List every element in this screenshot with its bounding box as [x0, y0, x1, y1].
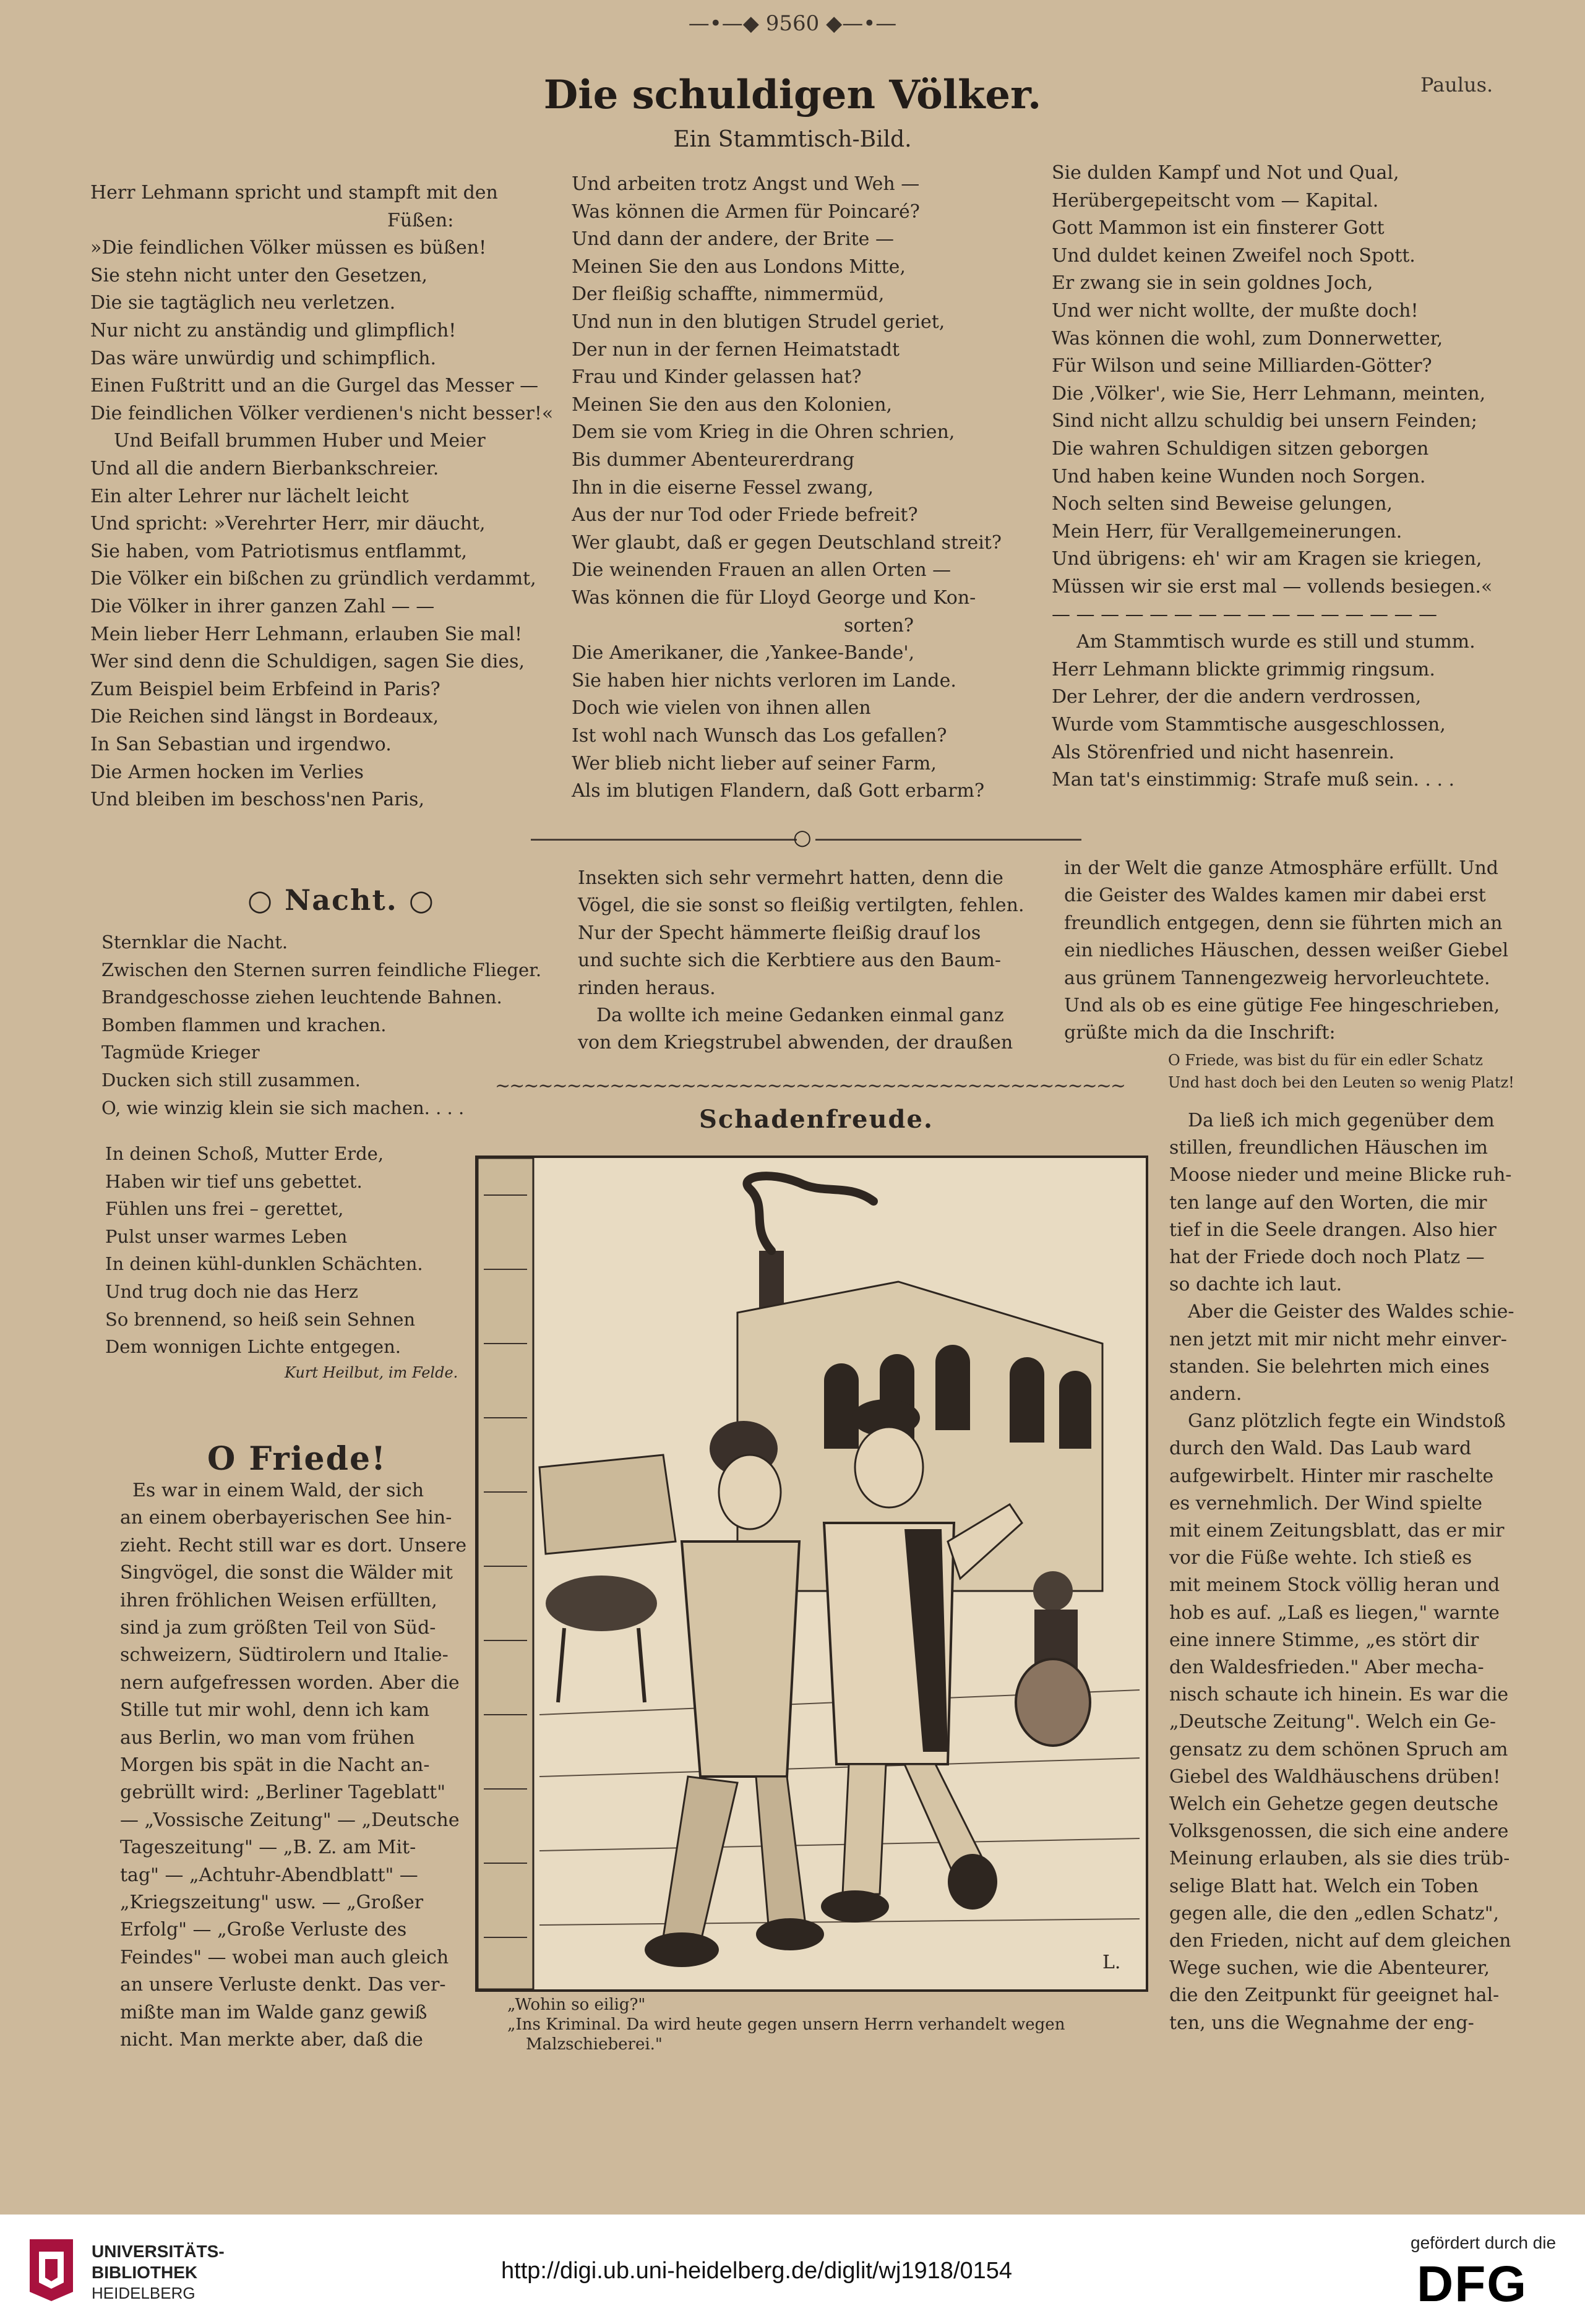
cartoon-title: Schadenfreude. — [699, 1105, 934, 1134]
text-line: Stille tut mir wohl, denn ich kam — [120, 1699, 430, 1722]
text-line: Er zwang sie in sein goldnes Joch, — [1052, 272, 1373, 294]
text-line: nicht. Man merkte aber, daß die — [120, 2029, 423, 2051]
text-line: Und arbeiten trotz Angst und Weh — — [572, 173, 920, 195]
library-name-3: HEIDELBERG — [92, 2284, 195, 2302]
text-line: Und spricht: »Verehrter Herr, mir däucht, — [90, 513, 486, 535]
text-line: in der Welt die ganze Atmosphäre erfüllt. Und — [1064, 857, 1498, 879]
text-line: Zum Beispiel beim Erbfeind in Paris? — [90, 678, 440, 700]
section-divider-right — [815, 839, 1081, 841]
text-line: Sie dulden Kampf und Not und Qual, — [1052, 162, 1399, 184]
text-line: Und hast doch bei den Leuten so wenig Platz! — [1168, 1074, 1514, 1091]
text-line: Und nun in den blutigen Strudel geriet, — [572, 311, 945, 333]
author-name: Paulus. — [1420, 73, 1493, 96]
text-line: Aber die Geister des Waldes schie- — [1188, 1301, 1514, 1323]
text-line: standen. Sie belehrten mich eines — [1169, 1355, 1490, 1378]
text-line: Was können die für Lloyd George und Kon- — [572, 587, 976, 609]
text-line: Insekten sich sehr vermehrt hatten, denn die — [578, 867, 1003, 889]
text-line: an einem oberbayerischen See hin- — [120, 1507, 452, 1529]
text-line: Einen Fußtritt und an die Gurgel das Messer — — [90, 375, 539, 397]
text-line: sind ja zum größten Teil von Süd- — [120, 1617, 436, 1639]
text-line: Mein lieber Herr Lehmann, erlauben Sie mal! — [90, 623, 523, 645]
text-line: Aus der nur Tod oder Friede befreit? — [572, 504, 918, 526]
text-line: Herr Lehmann spricht und stampft mit den — [90, 182, 498, 204]
text-line: Ein alter Lehrer nur lächelt leicht — [90, 485, 409, 507]
text-line: — — — — — — — — — — — — — — — — — [1052, 603, 1438, 625]
text-line: »Die feindlichen Völker müssen es büßen! — [90, 237, 487, 259]
text-line: Dem sie vom Krieg in die Ohren schrien, — [572, 421, 955, 444]
text-line: In deinen kühl-dunklen Schächten. — [105, 1253, 423, 1275]
text-line: Und Beifall brummen Huber und Meier — [114, 430, 486, 452]
text-line: Fühlen uns frei – gerettet, — [105, 1198, 344, 1220]
page-number: —•—◆ 9560 ◆—•— — [688, 11, 897, 36]
text-line: den Frieden, nicht auf dem gleichen — [1169, 1930, 1511, 1952]
text-line: Und bleiben im beschoss'nen Paris, — [90, 789, 424, 811]
library-logo-icon — [24, 2233, 79, 2302]
text-line: Feindes" — wobei man auch gleich — [120, 1946, 449, 1968]
text-line: Sie haben hier nichts verloren im Lande. — [572, 669, 956, 692]
text-line: gensatz zu dem schönen Spruch am — [1169, 1738, 1508, 1760]
text-line: Brandgeschosse ziehen leuchtende Bahnen. — [101, 987, 502, 1008]
library-name-2: BIBLIOTHEK — [92, 2263, 198, 2282]
text-line: stillen, freundlichen Häuschen im — [1169, 1137, 1488, 1159]
text-line: In deinen Schoß, Mutter Erde, — [105, 1143, 384, 1164]
text-line: Als im blutigen Flandern, daß Gott erbarm? — [572, 780, 985, 802]
text-line: die den Zeitpunkt für geeignet hal- — [1169, 1984, 1500, 2007]
text-line: Die feindlichen Völker verdienen's nicht besser!« — [90, 402, 554, 424]
text-line: Und all die andern Bierbankschreier. — [90, 458, 439, 479]
text-line: Giebel des Waldhäuschens drüben! — [1169, 1765, 1501, 1788]
text-line: Und trug doch nie das Herz — [105, 1281, 358, 1302]
text-line: Meinung erlauben, als sie dies trüb- — [1169, 1848, 1510, 1870]
text-line: Pulst unser warmes Leben — [105, 1225, 348, 1247]
text-line: Sternklar die Nacht. — [101, 932, 288, 953]
text-line: Man tat's einstimmig: Strafe muß sein. . . . — [1052, 769, 1455, 791]
text-line: selige Blatt hat. Welch ein Toben — [1169, 1875, 1479, 1897]
text-line: nisch schaute ich hinein. Es war die — [1169, 1684, 1509, 1706]
wavy-divider: ∼∼∼∼∼∼∼∼∼∼∼∼∼∼∼∼∼∼∼∼∼∼∼∼∼∼∼∼∼∼∼∼∼∼∼∼∼∼∼∼∼∼∼∼ — [495, 1075, 1125, 1097]
text-line: In San Sebastian und irgendwo. — [90, 734, 392, 755]
text-line: Wurde vom Stammtische ausgeschlossen, — [1052, 714, 1446, 735]
text-line: an unsere Verluste denkt. Das ver- — [120, 1974, 446, 1996]
friede-title: O Friede! — [207, 1440, 387, 1478]
text-line: Und wer nicht wollte, der mußte doch! — [1052, 300, 1419, 322]
text-line: freundlich entgegen, denn sie führten mich an — [1064, 912, 1503, 934]
text-line: Wer sind denn die Schuldigen, sagen Sie dies, — [90, 651, 525, 673]
text-line: mißte man im Walde ganz gewiß — [120, 2001, 427, 2023]
text-line: Bis dummer Abenteurerdrang — [572, 449, 855, 471]
text-line: Haben wir tief uns gebettet. — [105, 1170, 363, 1192]
text-line: tag" — „Achtuhr-Abendblatt" — — [120, 1864, 418, 1886]
text-line: Füßen: — [387, 209, 454, 231]
text-line: Vögel, die sie sonst so fleißig vertilgten, fehlen. — [578, 894, 1024, 917]
text-line: „Kriegszeitung" usw. — „Großer — [120, 1892, 424, 1913]
text-line: grüßte mich da die Inschrift: — [1064, 1022, 1336, 1044]
text-line: nen jetzt mit mir nicht mehr einver- — [1169, 1328, 1507, 1350]
text-line: Die Völker ein bißchen zu gründlich verdammt, — [90, 568, 536, 590]
text-line: Ihn in die eiserne Fessel zwang, — [572, 476, 874, 499]
text-line: den Waldesfrieden." Aber mecha- — [1169, 1657, 1484, 1678]
text-line: Müssen wir sie erst mal — vollends besiegen.« — [1052, 576, 1493, 598]
text-line: schweizern, Südtirolern und Italie- — [120, 1644, 449, 1666]
text-line: Die Reichen sind längst in Bordeaux, — [90, 706, 439, 728]
nacht-title: ○ Nacht. ○ — [247, 883, 435, 917]
dfg-logo: DFG — [1417, 2256, 1528, 2312]
text-line: Die wahren Schuldigen sitzen geborgen — [1052, 438, 1429, 460]
text-line: Die Armen hocken im Verlies — [90, 761, 364, 783]
text-line: „Ins Kriminal. Da wird heute gegen unsern Herrn verhandelt wegen — [507, 2015, 1065, 2034]
nacht-signature: Kurt Heilbut, im Felde. — [285, 1364, 458, 1381]
text-line: und suchte sich die Kerbtiere aus den Baum- — [578, 950, 1002, 972]
text-line: Der Lehrer, der die andern verdrossen, — [1052, 686, 1422, 708]
text-line: mit einem Zeitungsblatt, das er mir — [1169, 1520, 1505, 1541]
library-name-1: UNIVERSITÄTS- — [92, 2242, 225, 2261]
text-line: Erfolg" — „Große Verluste des — [120, 1919, 407, 1941]
text-line: ihren fröhlichen Weisen erfüllten, — [120, 1589, 437, 1611]
text-line: Und als ob es eine gütige Fee hingeschrieben, — [1064, 995, 1500, 1016]
text-line: Und haben keine Wunden noch Sorgen. — [1052, 465, 1426, 487]
text-line: Am Stammtisch wurde es still und stumm. — [1076, 631, 1475, 653]
text-line: Da wollte ich meine Gedanken einmal ganz — [596, 1005, 1004, 1026]
text-line: so dachte ich laut. — [1169, 1274, 1342, 1296]
article-subtitle: Ein Stammtisch-Bild. — [673, 127, 912, 152]
text-line: O, wie winzig klein sie sich machen. . . . — [101, 1097, 465, 1118]
text-line: gebrüllt wird: „Berliner Tageblatt" — [120, 1782, 446, 1804]
text-line: Die sie tagtäglich neu verletzen. — [90, 292, 396, 314]
text-line: aus Berlin, wo man vom frühen — [120, 1726, 415, 1749]
text-line: Sie haben, vom Patriotismus entflammt, — [90, 540, 468, 562]
text-line: durch den Wald. Das Laub ward — [1169, 1438, 1472, 1460]
text-line: Gott Mammon ist ein finsterer Gott — [1052, 217, 1385, 239]
text-line: Die ‚Völker', wie Sie, Herr Lehmann, meinten, — [1052, 382, 1486, 405]
text-line: es vernehmlich. Der Wind spielte — [1169, 1492, 1482, 1514]
text-line: Wer glaubt, daß er gegen Deutschland streit? — [572, 531, 1002, 554]
text-line: Der nun in der fernen Heimatstadt — [572, 338, 900, 361]
text-line: Doch wie vielen von ihnen allen — [572, 697, 871, 719]
text-line: Ist wohl nach Wunsch das Los gefallen? — [572, 725, 947, 747]
text-line: nern aufgefressen worden. Aber die — [120, 1671, 460, 1694]
text-line: Frau und Kinder gelassen hat? — [572, 366, 862, 388]
text-line: Volksgenossen, die sich eine andere — [1169, 1820, 1509, 1843]
text-line: — „Vossische Zeitung" — „Deutsche — [120, 1809, 460, 1831]
text-line: mit meinem Stock völlig heran und — [1169, 1574, 1500, 1597]
text-line: hob es auf. „Laß es liegen," warnte — [1169, 1602, 1500, 1624]
text-line: Wege suchen, wie die Abenteurer, — [1169, 1957, 1490, 1979]
text-line: Und duldet keinen Zweifel noch Spott. — [1052, 244, 1415, 267]
text-line: die Geister des Waldes kamen mir dabei erst — [1064, 885, 1486, 907]
text-line: Dem wonnigen Lichte entgegen. — [105, 1336, 401, 1358]
text-line: vor die Füße wehte. Ich stieß es — [1169, 1547, 1472, 1569]
text-line: Zwischen den Sternen surren feindliche Flieger. — [101, 959, 542, 980]
text-line: Bomben flammen und krachen. — [101, 1014, 387, 1036]
text-line: Der fleißig schaffte, nimmermüd, — [572, 283, 885, 306]
text-line: hat der Friede doch noch Platz — — [1169, 1246, 1485, 1268]
funding-note: gefördert durch die — [1411, 2233, 1557, 2252]
text-line: Und übrigens: eh' wir am Kragen sie kriegen, — [1052, 548, 1482, 570]
text-line: So brennend, so heiß sein Sehnen — [105, 1308, 416, 1330]
text-line: Da ließ ich mich gegenüber dem — [1188, 1110, 1495, 1131]
text-line: Morgen bis spät in die Nacht an- — [120, 1754, 430, 1776]
text-line: Nur nicht zu anständig und glimpflich! — [90, 320, 457, 341]
text-line: ten, uns die Wegnahme der eng- — [1169, 2012, 1474, 2034]
text-line: Herübergepeitscht vom — Kapital. — [1052, 189, 1379, 212]
text-line: Das wäre unwürdig und schimpflich. — [90, 347, 436, 369]
text-line: Meinen Sie den aus den Kolonien, — [572, 393, 893, 416]
text-line: Ganz plötzlich fegte ein Windstoß — [1188, 1410, 1506, 1433]
text-line: rinden heraus. — [578, 977, 716, 999]
text-line: ein niedliches Häuschen, dessen weißer Giebel — [1064, 940, 1509, 962]
text-line: Moose nieder und meine Blicke ruh- — [1169, 1164, 1512, 1186]
text-line: O Friede, was bist du für ein edler Schatz — [1168, 1052, 1483, 1069]
text-line: gegen alle, die den „edlen Schatz", — [1169, 1902, 1500, 1924]
text-line: eine innere Stimme, „es stört dir — [1169, 1629, 1479, 1651]
text-line: Und dann der andere, der Brite — — [572, 228, 894, 251]
text-line: Für Wilson und seine Milliarden-Götter? — [1052, 355, 1432, 377]
text-line: Tageszeitung" — „B. Z. am Mit- — [120, 1837, 416, 1859]
text-line: Ducken sich still zusammen. — [101, 1070, 361, 1091]
text-line: „Deutsche Zeitung". Welch ein Ge- — [1169, 1711, 1496, 1733]
text-line: ten lange auf den Worten, die mir — [1169, 1191, 1487, 1214]
text-line: Meinen Sie den aus Londons Mitte, — [572, 255, 906, 278]
text-line: Als Störenfried und nicht hasenrein. — [1052, 741, 1395, 763]
text-line: Noch selten sind Beweise gelungen, — [1052, 493, 1393, 515]
cartoon-monogram: L. — [1102, 1952, 1121, 1973]
text-line: Welch ein Gehetze gegen deutsche — [1169, 1793, 1498, 1815]
source-url-link[interactable]: http://digi.ub.uni-heidelberg.de/diglit/wj1918/0154 — [501, 2258, 1013, 2284]
text-line: Sie stehn nicht unter den Gesetzen, — [90, 264, 427, 286]
cartoon-illustration — [475, 1156, 1148, 1992]
text-line: von dem Kriegstrubel abwenden, der draußen — [578, 1032, 1013, 1054]
text-line: Die Völker in ihrer ganzen Zahl — — — [90, 596, 435, 617]
text-line: Was können die wohl, zum Donnerwetter, — [1052, 327, 1443, 349]
section-divider-left — [531, 839, 797, 841]
text-line: Malzschieberei." — [526, 2035, 663, 2054]
text-line: Herr Lehmann blickte grimmig ringsum. — [1052, 658, 1435, 680]
footer-bar — [0, 2215, 1585, 2324]
text-line: aufgewirbelt. Hinter mir raschelte — [1169, 1465, 1494, 1487]
section-divider-ornament: ○ — [793, 825, 812, 850]
text-line: andern. — [1169, 1383, 1242, 1405]
text-line: „Wohin so eilig?" — [507, 1996, 646, 2014]
text-line: sorten? — [844, 614, 914, 637]
text-line: aus grünem Tannengezweig hervorleuchtete. — [1064, 967, 1490, 989]
text-line: zieht. Recht still war es dort. Unsere — [120, 1534, 467, 1556]
text-line: Tagmüde Krieger — [101, 1042, 260, 1063]
text-line: tief in die Seele drangen. Also hier — [1169, 1219, 1497, 1241]
text-line: Was können die Armen für Poincaré? — [572, 200, 920, 223]
text-line: Die weinenden Frauen an allen Orten — — [572, 559, 951, 581]
cartoon-drawing — [478, 1158, 1146, 1989]
text-line: Mein Herr, für Verallgemeinerungen. — [1052, 520, 1402, 542]
text-line: Die Amerikaner, die ‚Yankee-Bande', — [572, 642, 915, 664]
article-title: Die schuldigen Völker. — [543, 72, 1042, 118]
text-line: Nur der Specht hämmerte fleißig drauf los — [578, 922, 981, 944]
text-line: Es war in einem Wald, der sich — [132, 1480, 424, 1501]
text-line: Wer blieb nicht lieber auf seiner Farm, — [572, 752, 937, 774]
text-line: Singvögel, die sonst die Wälder mit — [120, 1562, 453, 1584]
text-line: Sind nicht allzu schuldig bei unsern Feinden; — [1052, 410, 1477, 432]
